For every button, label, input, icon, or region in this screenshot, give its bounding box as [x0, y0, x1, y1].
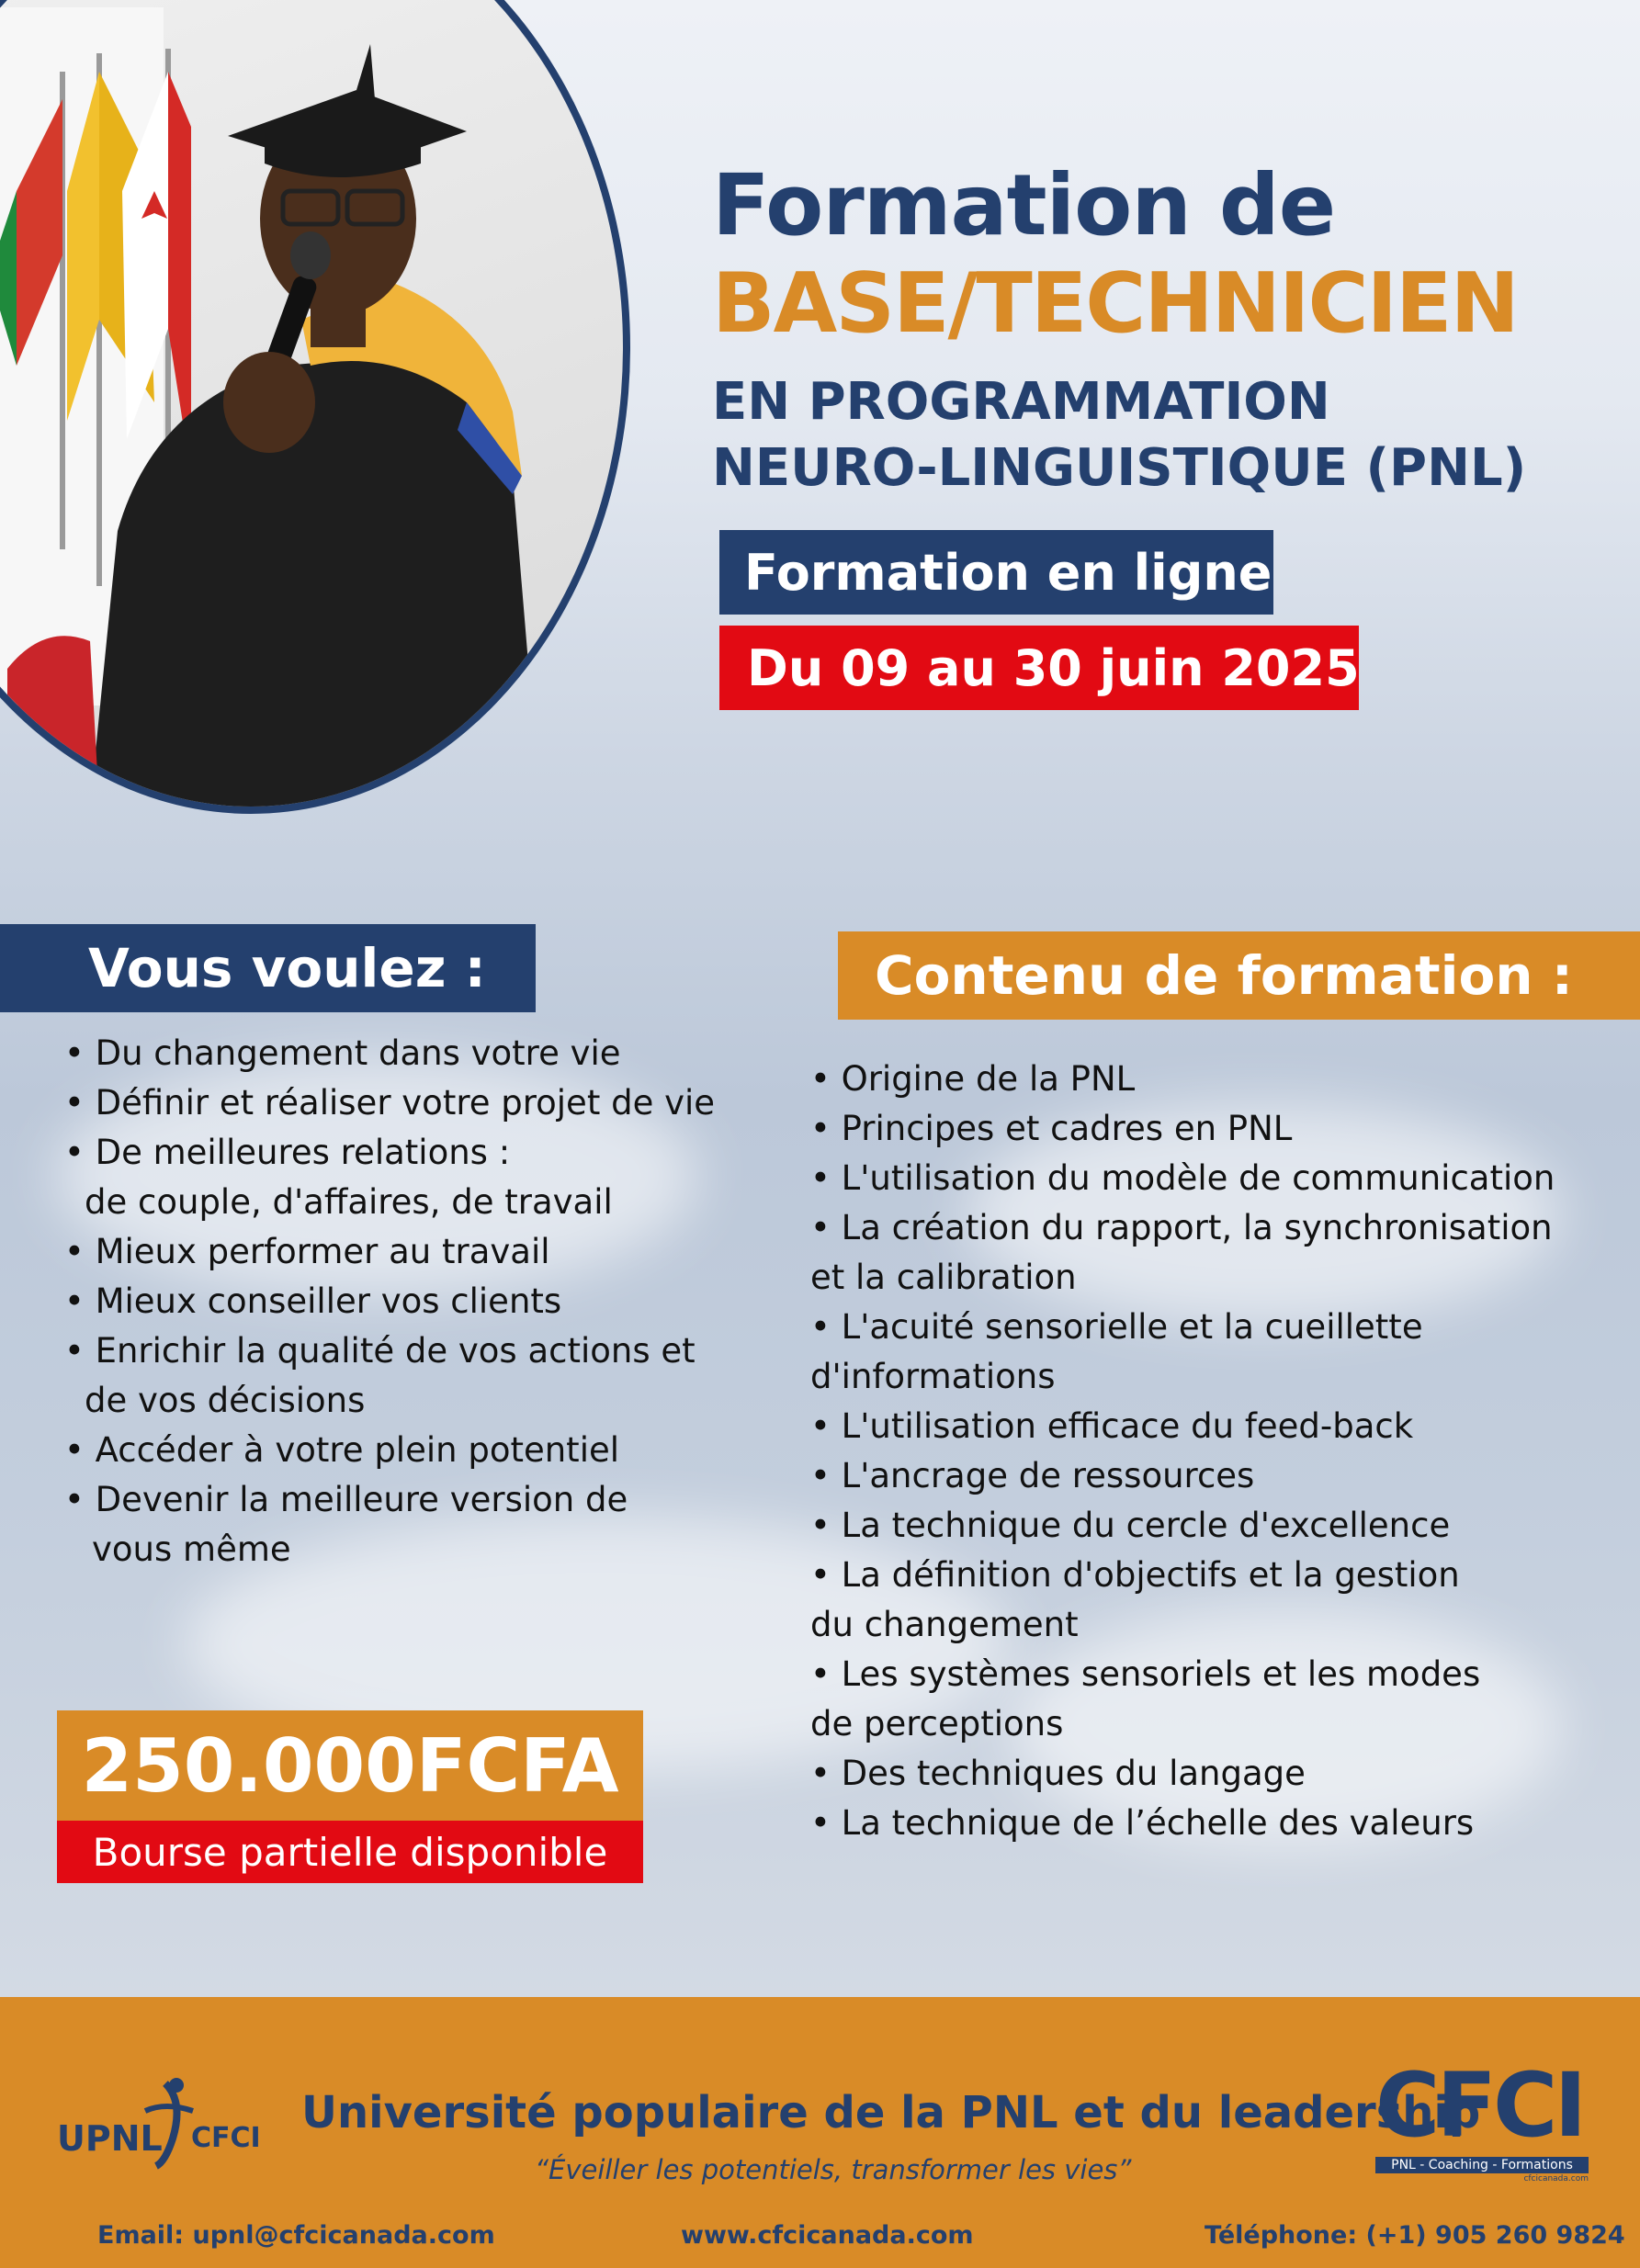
- list-item: • Origine de la PNL: [810, 1059, 1136, 1099]
- footer-website[interactable]: www.cfcicanada.com: [681, 2221, 974, 2250]
- list-item: • Accéder à votre plein potentiel: [64, 1430, 620, 1470]
- footer-phone: Téléphone: (+1) 905 260 9824: [1205, 2221, 1625, 2250]
- list-item: et la calibration: [810, 1258, 1077, 1297]
- list-item: • Devenir la meilleure version de: [64, 1480, 628, 1519]
- list-item: • L'utilisation efficace du feed-back: [810, 1406, 1414, 1446]
- price-badge: 250.000FCFA: [57, 1710, 643, 1821]
- left-section-list: [64, 1029, 715, 1574]
- title-line-1: Formation de: [712, 156, 1336, 254]
- list-item: • La technique du cercle d'excellence: [810, 1506, 1451, 1545]
- list-item: • De meilleures relations :: [64, 1133, 511, 1172]
- online-training-tag: Formation en ligne: [719, 530, 1273, 615]
- subtitle-line-2: NEURO-LINGUISTIQUE (PNL): [712, 438, 1527, 498]
- list-item: • Enrichir la qualité de vos actions et: [64, 1331, 696, 1371]
- list-item: • Mieux performer au travail: [64, 1232, 550, 1271]
- list-item: • Mieux conseiller vos clients: [64, 1281, 562, 1321]
- list-item: • La définition d'objectifs et la gestion: [810, 1555, 1460, 1595]
- list-item: de vos décisions: [85, 1381, 366, 1420]
- list-item: • L'ancrage de ressources: [810, 1456, 1255, 1495]
- list-item: • Des techniques du langage: [810, 1754, 1306, 1793]
- list-item: • L'utilisation du modèle de communication: [810, 1158, 1555, 1198]
- slogan: “Éveiller les potentiels, transformer les vies”: [535, 2154, 1132, 2185]
- dates-tag: Du 09 au 30 juin 2025: [719, 626, 1359, 710]
- list-item: • La technique de l’échelle des valeurs: [810, 1803, 1475, 1843]
- list-item: de perceptions: [810, 1704, 1064, 1743]
- list-item: • L'acuité sensorielle et la cueillette: [810, 1307, 1423, 1347]
- upnl-logo-cfci: CFCI: [191, 2122, 261, 2154]
- title-line-2: BASE/TECHNICIEN: [712, 255, 1518, 352]
- left-section-title: Vous voulez :: [0, 924, 536, 1012]
- list-item: • Du changement dans votre vie: [64, 1033, 621, 1073]
- list-item: • Définir et réaliser votre projet de vie: [64, 1083, 716, 1123]
- list-item: • Les systèmes sensoriels et les modes: [810, 1654, 1481, 1694]
- cfci-logo-url: cfcicanada.com: [1523, 2174, 1589, 2183]
- upnl-logo-text: UPNL: [57, 2118, 163, 2159]
- footer-email[interactable]: Email: upnl@cfcicanada.com: [97, 2221, 495, 2250]
- cfci-logo: [1374, 2054, 1594, 2183]
- title-subtitle: [712, 369, 1526, 502]
- list-item: de couple, d'affaires, de travail: [85, 1182, 613, 1222]
- right-section-list: [810, 1055, 1555, 1848]
- list-item: vous même: [92, 1529, 291, 1569]
- list-item: • La création du rapport, la synchronisation: [810, 1208, 1553, 1247]
- list-item: d'informations: [810, 1357, 1056, 1396]
- list-item: • Principes et cadres en PNL: [810, 1109, 1293, 1148]
- cfci-logo-tagline: PNL - Coaching - Formations: [1375, 2157, 1589, 2173]
- upnl-logo: [55, 2074, 276, 2175]
- scholarship-note: Bourse partielle disponible: [57, 1821, 643, 1883]
- list-item: du changement: [810, 1605, 1079, 1644]
- university-name: Université populaire de la PNL et du leadership: [301, 2087, 1481, 2138]
- cfci-logo-text: CFCI: [1375, 2054, 1584, 2157]
- subtitle-line-1: EN PROGRAMMATION: [712, 372, 1330, 432]
- right-section-title: Contenu de formation :: [838, 931, 1640, 1020]
